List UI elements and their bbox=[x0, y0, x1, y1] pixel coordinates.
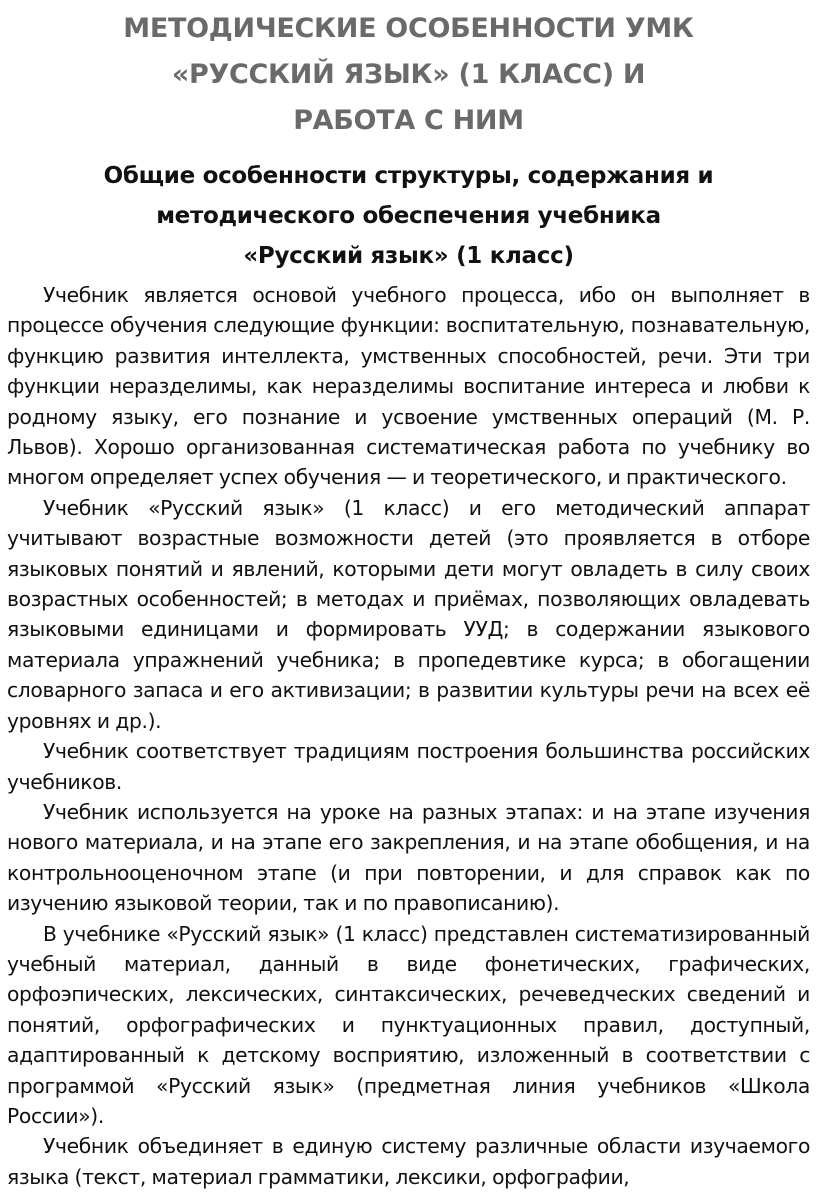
body-text bbox=[7, 280, 810, 1192]
paragraph-6: Учебник объединяет в единую систему различные области изучаемого языка (текст, материал грамматики, лексики, орфографии, bbox=[7, 1134, 810, 1189]
document-title bbox=[7, 6, 810, 144]
paragraph-4: Учебник используется на уроке на разных этапах: и на этапе изучения нового материала, и на этапе его закрепления, и на этапе обобщения, и на контрольнооценочном этапе (и при повторении, и для справок как по изучению языковой теории, так и по правописанию). bbox=[7, 799, 810, 916]
title-line-1: МЕТОДИЧЕСКИЕ ОСОБЕННОСТИ УМК bbox=[123, 13, 694, 44]
paragraph-5: В учебнике «Русский язык» (1 класс) представлен систематизированный учебный материал, данный в виде фонетических, графических, орфоэпических, лексических, синтаксических, речеведческих сведений и понятий, орфографических и пунктуационных правил, доступный, адаптированный к детскому восприятию, изложенный в соответствии с программой «Русский язык» (предметная линия учебников «Школа России»). bbox=[7, 921, 810, 1128]
paragraph-3: Учебник соответствует традициям построения большинства российских учебников. bbox=[7, 739, 810, 794]
title-line-2: «РУССКИЙ ЯЗЫК» (1 КЛАСС) И bbox=[171, 59, 646, 90]
section-heading-line-2: методического обеспечения учебника bbox=[156, 203, 661, 229]
paragraph-1: Учебник является основой учебного процесса, ибо он выполняет в процессе обучения следующие функции: воспитательную, познавательную, функцию развития интеллекта, умственных способностей, речи. Эти три функции неразделимы, как неразделимы воспитание интереса и любви к родному языку, его познание и усвоение умственных операций (М. Р. Львов). Хорошо организованная систематическая работа по учебнику во многом определяет успех обучения — и теоретического, и практического. bbox=[7, 283, 810, 490]
paragraph-2: Учебник «Русский язык» (1 класс) и его методический аппарат учитывают возрастные возможности детей (это проявляется в отборе языковых понятий и явлений, которыми дети могут овладеть в силу своих возрастных особенностей; в методах и приёмах, позволяющих овладевать языковыми единицами и формировать УУД; в содержании языкового материала упражнений учебника; в пропедевтике курса; в обогащении словарного запаса и его активизации; в развитии культуры речи на всех её уровнях и др.). bbox=[7, 495, 810, 733]
section-heading-line-1: Общие особенности структуры, содержания и bbox=[103, 163, 714, 189]
section-heading bbox=[7, 156, 810, 276]
title-line-3: РАБОТА С НИМ bbox=[293, 105, 524, 136]
section-heading-line-3: «Русский язык» (1 класс) bbox=[243, 243, 574, 269]
